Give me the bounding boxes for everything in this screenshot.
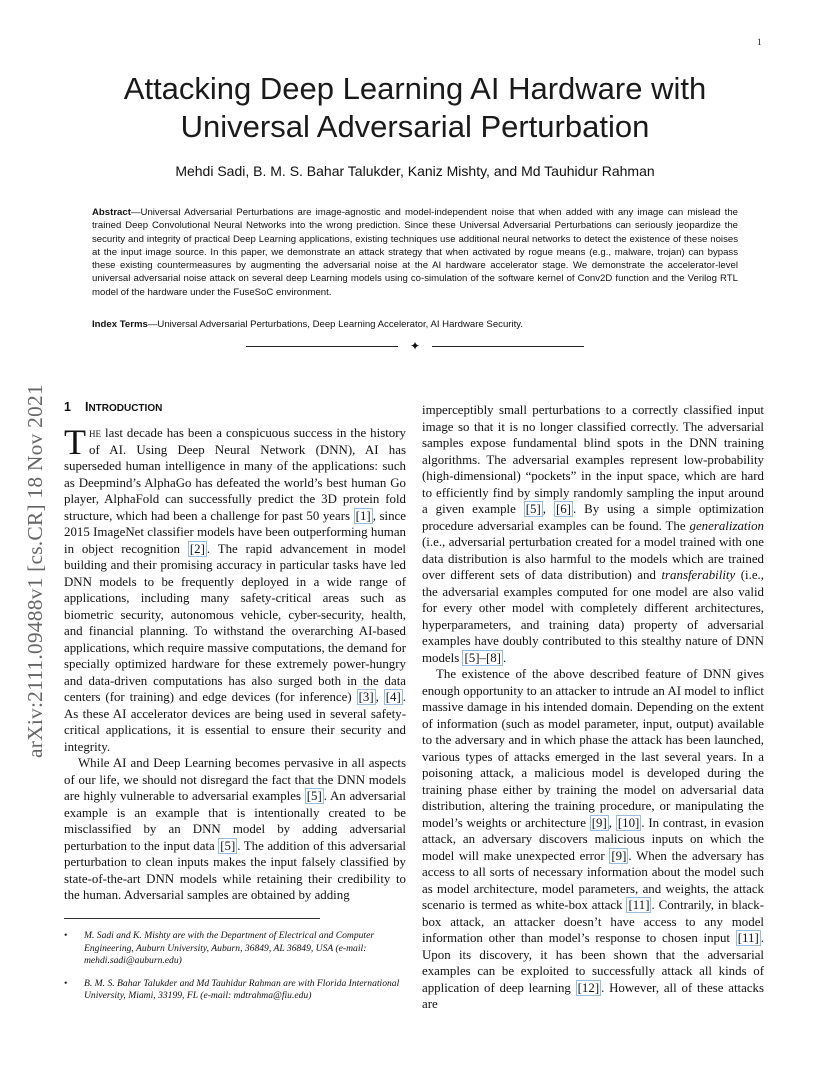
footnote-item [64,930,406,968]
index-terms-text: —Universal Adversarial Perturbations, Deep Learning Accelerator, AI Hardware Security. [147,319,524,330]
section-title-rest: NTRODUCTION [88,403,163,414]
divider-line-right [432,346,584,347]
text-run: . [502,650,507,665]
intro-paragraph-2 [64,755,406,904]
arxiv-stamp: arXiv:2111.09488v1 [cs.CR] 18 Nov 2021 [23,384,47,758]
section-divider [246,339,584,353]
text-run: (i.e., adversarial perturbation created for a model trained with one data distribution is also harmful to the models which are trained over different sets of data distribution) and [422,535,764,582]
citation-link[interactable]: [1] [355,508,371,523]
citation-link[interactable]: [5] [220,838,236,853]
drop-cap-smallcaps: he [89,426,101,440]
abstract [92,206,738,299]
text-run: , since 2015 ImageNet classifier models have been outperforming human in object recognition [64,508,406,556]
abstract-label: Abstract [92,207,131,218]
citation-link[interactable]: [11] [737,931,759,945]
text-run: , [542,502,554,516]
text-run: While AI and Deep Learning becomes pervasive in all aspects of our life, we should not disregard the fact that the DNN models are highly vulnerable to adversarial examples [64,756,406,803]
citation-link[interactable]: [3] [358,690,374,704]
index-terms [92,318,738,331]
text-run: imperceptibly small perturbations to a correctly classified input image so that it is no longer classified correctly. The adversarial samples expose fundamental blind spots in the DNN training algorithms. The adversarial examples represent low-probability (high-dimensional) “pockets” in the input space, which are hard to efficiently find by simply randomly sampling the input around a given example [422,403,764,516]
text-run: . As these AI accelerator devices are being used in several safety-critical applications, it is essential to ensure their security and integrity. [64,690,406,754]
text-run: The existence of the above described feature of DNN gives enough opportunity to an attacker to intrude an AI model to inflict massive damage in his intended domain. Depending on the extent of information (such as model parameter, input, output) available to the adversary and in which phase the attack has been launched, various types of attacks emerged in the last several years. In a poisoning attack, a malicious model is developed during the training phase either by training the model on adversarial data distribution, altering the training procedure, or manipulating the model’s weights or architecture [422,667,764,830]
emphasis-transferability: transferability [661,568,736,582]
paper-title [70,70,760,146]
divider-line-left [246,346,398,347]
text-run: . The addition of this adversarial perturbation to clean inputs makes the input falsely classified by state-of-the-art DNN models while retaining their credibility to the human. Adversarial samples are obtained by adding [64,838,406,902]
text-run: last decade has been a conspicuous success in the history of AI. Using Deep Neural Network (DNN), AI has superseded human intelligence in many of the applications: such as Deepmind’s AlphaGo has defeated the world’s best human Go player, AlphaFold can successfully predict the 3D protein fold structure, which had been a challenge for past 50 years [64,426,406,523]
bullet-icon: • [64,977,68,989]
title-line-1: Attacking Deep Learning AI Hardware with [123,71,707,106]
text-run: , [608,815,616,830]
right-paragraph-1 [422,402,764,666]
citation-link[interactable]: [2] [189,541,205,556]
section-heading-introduction [64,399,406,417]
right-paragraph-2 [422,666,764,1013]
footnotes [64,930,406,1013]
section-title-initial: I [84,400,89,414]
text-run: (i.e., the adversarial examples computed for one model are also valid for every other model with completely different architectures, hyperparameters, and training data) property of adversarial examples have doubly contributed to this stealthy nature of DNN models [422,568,764,665]
divider-diamond-icon: ✦ [409,339,421,353]
citation-link[interactable]: [5] [306,789,322,803]
abstract-text: —Universal Adversarial Perturbations are image-agnostic and model-independent noise that when added with any image can mislead the trained Deep Convolutional Neural Networks into the wrong prediction. Since these Universal Adversarial Perturbations can seriously jeopardize the security and integrity of practical Deep Learning applications, existing techniques use additional neural networks to detect the existence of these noises at the input image source. In this paper, we demonstrate an attack strategy that when activated by rogue means (e.g., malware, trojan) can bypass these existing countermeasures by augmenting the adversarial noise at the AI hardware accelerator stage. We demonstrate the accelerator-level universal adversarial noise attack on several deep Learning models using co-simulation of the software kernel of Conv2D function and the Verilog RTL model of the hardware under the FuseSoC environment. [92,207,738,298]
text-run: . Contrarily, in black-box attack, an attacker doesn’t have access to any model information other than model’s response to chosen input [422,898,764,945]
citation-link[interactable]: [12] [577,980,600,995]
page-number: 1 [757,37,762,47]
text-run: . An adversarial example is an example that is intentionally created to be misclassified by an DNN model by adding adversarial perturbation to the input data [64,789,406,853]
author-list: Mehdi Sadi, B. M. S. Bahar Talukder, Kaniz Mishty, and Md Tauhidur Rahman [175,163,655,179]
index-terms-label: Index Terms [92,319,148,330]
text-run: . By using a simple optimization procedure adversarial examples can be found. The [422,502,764,533]
footnote-item [64,978,406,1003]
citation-link[interactable]: [10] [617,815,640,830]
bullet-icon: • [64,930,68,941]
footnote-rule [64,918,320,919]
citation-link[interactable]: [5] [525,502,541,516]
citation-link[interactable]: [5]–[8] [464,650,501,665]
citation-link[interactable]: [9] [611,848,627,863]
title-line-2: Universal Adversarial Perturbation [180,109,650,144]
emphasis-generalization: generalization [689,518,764,533]
footnote-text: M. Sadi and K. Mishty are with the Department of Electrical and Computer Engineering, Auburn University, Auburn, 36849, AL 36849, USA (e-mail: mehdi.sadi@auburn.edu) [84,930,375,967]
text-run: . Upon its discovery, it has been shown that the adversarial examples can be exploited to successfully attack all kinds of application of deep learning [422,931,764,995]
text-run: . However, all of these attacks are [422,980,765,1011]
text-run: , [375,690,384,704]
intro-paragraph-1 [64,422,406,755]
section-number: 1 [64,400,71,414]
right-column [422,402,764,1013]
text-run: . In contrast, in evasion attack, an adversary discovers malicious inputs on which the model will make unexpected error [422,815,764,863]
citation-link[interactable]: [9] [591,815,607,830]
citation-link[interactable]: [4] [385,690,401,704]
text-run: . When the adversary has access to all sorts of necessary information about the model such as model architecture, model parameters, and weights, the attack scenario is termed as white-box attack [422,848,764,912]
footnote-text: B. M. S. Bahar Talukder and Md Tauhidur Rahman are with Florida International University, Miami, 33199, FL (e-mail: mdtrahma@fiu.edu) [84,977,400,1002]
citation-link[interactable]: [6] [555,502,571,516]
citation-link[interactable]: [11] [628,898,650,912]
drop-cap: T [64,422,86,462]
left-column [64,399,406,904]
text-run: . The rapid advancement in model building and their promising accuracy in particular tasks have led DNN models to be frequently deployed in a wide range of applications, including many safety-critical areas such as biometric security, autonomous vehicle, cyber-security, health, and financial planning. To withstand the overarching AI-based applications, which require massive computations, the demand for specially optimized hardware for these extremely power-hungry and data-driven computations has also surged both in the data centers (for training) and edge devices (for inference) [64,541,406,704]
